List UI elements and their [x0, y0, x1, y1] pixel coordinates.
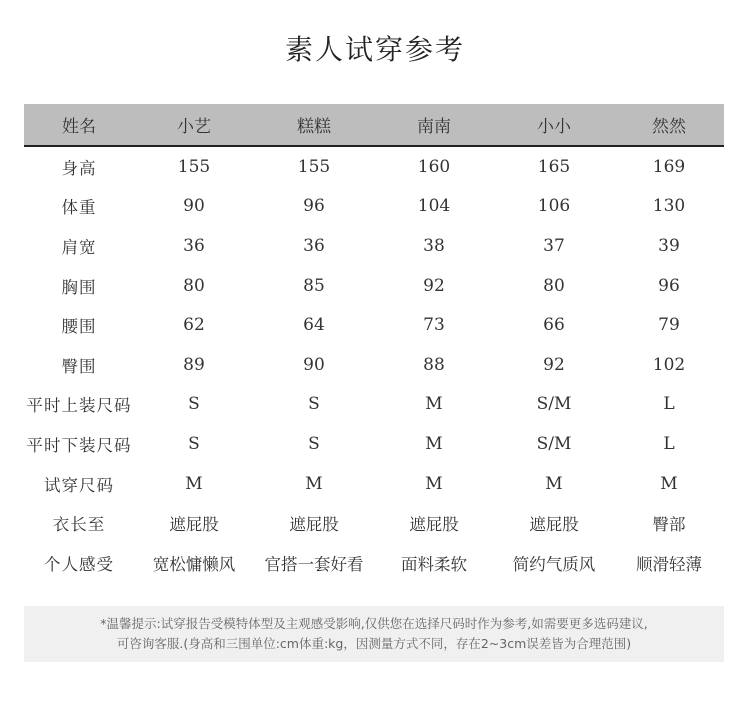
table-cell: 155 — [177, 156, 211, 177]
table-cell: 73 — [423, 315, 445, 336]
table-cell: 155 — [297, 156, 331, 177]
header-model-1: 小艺 — [134, 104, 254, 146]
table-cell: 104 — [417, 196, 451, 217]
table-cell: 80 — [183, 275, 205, 296]
table-cell: M — [545, 473, 563, 494]
header-model-3: 南南 — [374, 104, 494, 146]
table-cell: M — [185, 473, 203, 494]
table-cell: 88 — [423, 354, 445, 375]
table-cell: 官搭一套好看 — [264, 554, 364, 574]
table-cell: 39 — [658, 235, 680, 256]
table-cell: 169 — [652, 156, 686, 177]
table-row — [24, 187, 724, 227]
table-cell: 37 — [543, 235, 565, 256]
table-cell: 90 — [183, 196, 205, 217]
table-cell: L — [663, 433, 675, 454]
row-label: 身高 — [61, 158, 97, 178]
table-cell: 66 — [543, 315, 565, 336]
table-cell: M — [305, 473, 323, 494]
table-cell: S/M — [536, 394, 572, 415]
table-cell: 遮屁股 — [529, 515, 579, 535]
table-cell: 92 — [543, 354, 565, 375]
row-label: 衣长至 — [52, 515, 106, 535]
row-label: 体重 — [61, 198, 97, 218]
row-label: 平时下装尺码 — [26, 435, 132, 455]
table-row — [24, 305, 724, 345]
table-row — [24, 226, 724, 266]
table-cell: 96 — [658, 275, 680, 296]
table-cell: 102 — [652, 354, 686, 375]
table-cell: 130 — [652, 196, 686, 217]
table-cell: 简约气质风 — [512, 554, 596, 574]
table-cell: L — [663, 394, 675, 415]
table-cell: 宽松慵懒风 — [152, 554, 236, 574]
notice-line-2: 可咨询客服.(身高和三围单位:cm体重:kg，因测量方式不同，存在2~3cm误差皆为合理范围) — [116, 636, 632, 651]
row-label: 臀围 — [61, 356, 97, 376]
table-cell: 38 — [423, 235, 445, 256]
notice-line-1: *温馨提示:试穿报告受模特体型及主观感受影响,仅供您在选择尺码时作为参考,如需要更多选码建议, — [100, 616, 648, 631]
table-row — [24, 503, 724, 543]
notice-box — [24, 606, 724, 662]
table-cell: M — [425, 394, 443, 415]
table-row — [24, 543, 724, 583]
table-cell: 160 — [417, 156, 451, 177]
table-row — [24, 424, 724, 464]
header-model-4: 小小 — [494, 104, 614, 146]
table-row — [24, 345, 724, 385]
page-title: 素人试穿参考 — [284, 33, 465, 66]
table-cell: 96 — [303, 196, 325, 217]
table-cell: S — [308, 433, 320, 454]
table-cell: 遮屁股 — [169, 515, 219, 535]
table-cell: 64 — [303, 315, 325, 336]
table-cell: 80 — [543, 275, 565, 296]
row-label: 腰围 — [61, 317, 97, 337]
table-cell: 90 — [303, 354, 325, 375]
table-cell: 36 — [303, 235, 325, 256]
table-body — [24, 146, 724, 583]
row-label: 胸围 — [61, 277, 97, 297]
table-cell: 面料柔软 — [401, 554, 467, 574]
table-cell: 92 — [423, 275, 445, 296]
table-cell: M — [660, 473, 678, 494]
size-reference-table — [24, 104, 724, 583]
table-row — [24, 464, 724, 504]
table-cell: 85 — [303, 275, 325, 296]
table-cell: S — [308, 394, 320, 415]
table-row — [24, 385, 724, 425]
table-cell: M — [425, 473, 443, 494]
table-cell: 臀部 — [652, 515, 686, 535]
header-model-2: 糕糕 — [254, 104, 374, 146]
table-row — [24, 266, 724, 306]
table-cell: 遮屁股 — [409, 515, 459, 535]
table-row — [24, 146, 724, 187]
table-cell: 89 — [183, 354, 205, 375]
header-model-5: 然然 — [614, 104, 724, 146]
table-cell: 62 — [183, 315, 205, 336]
row-label: 肩宽 — [61, 237, 97, 257]
table-cell: S — [188, 433, 200, 454]
row-label: 试穿尺码 — [44, 475, 114, 495]
table-cell: 165 — [537, 156, 571, 177]
row-label: 平时上装尺码 — [26, 396, 132, 416]
table-cell: 顺滑轻薄 — [636, 554, 702, 574]
row-label: 个人感受 — [44, 554, 114, 574]
table-cell: S — [188, 394, 200, 415]
table-cell: 106 — [537, 196, 571, 217]
table-cell: 79 — [658, 315, 680, 336]
table-cell: 36 — [183, 235, 205, 256]
table-header-row — [24, 104, 724, 146]
table-cell: M — [425, 433, 443, 454]
table-cell: 遮屁股 — [289, 515, 339, 535]
size-reference-table-container — [24, 104, 724, 583]
table-cell: S/M — [536, 433, 572, 454]
header-name: 姓名 — [24, 104, 134, 146]
